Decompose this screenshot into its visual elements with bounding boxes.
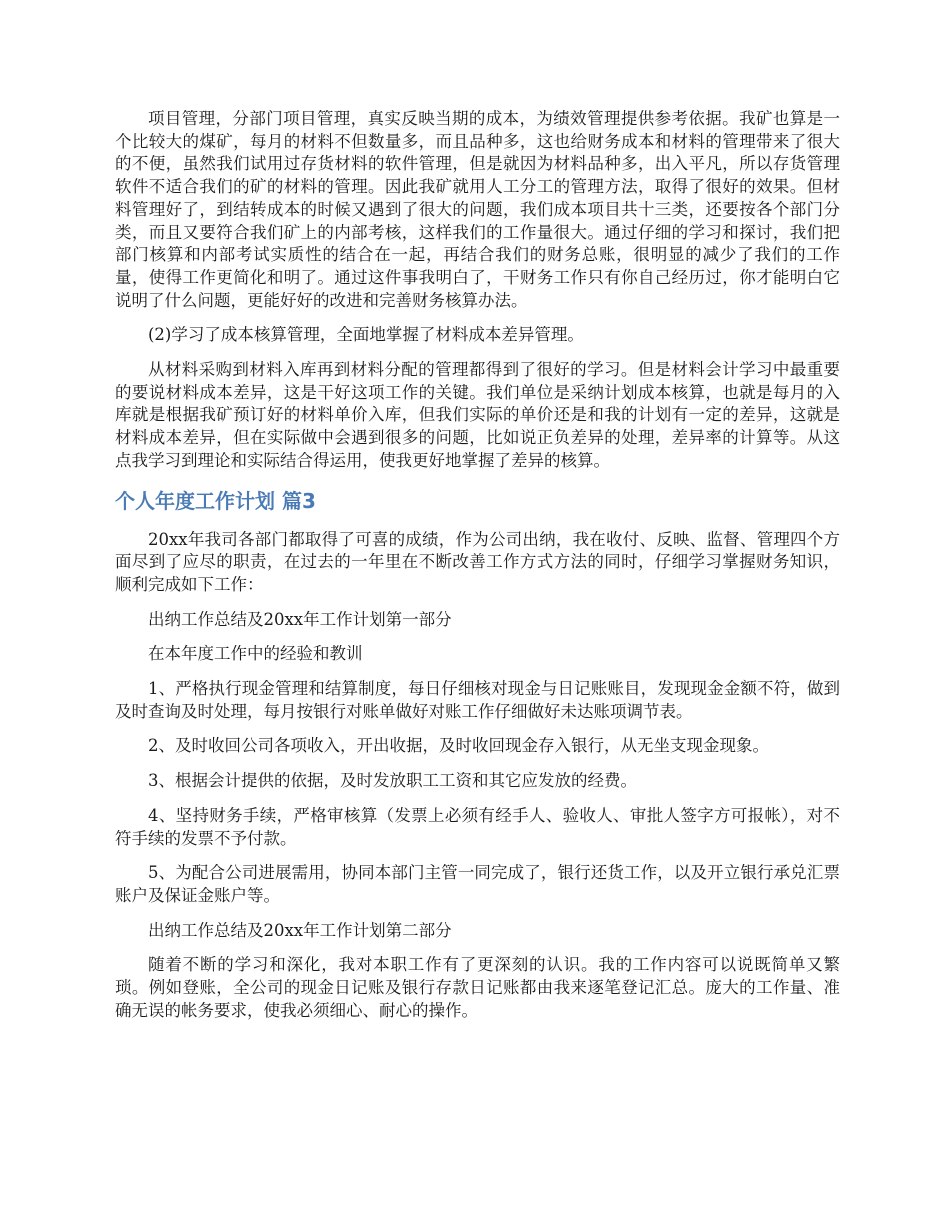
list-item-4: 4、坚持财务手续，严格审核算（发票上必须有经手人、验收人、审批人签字方可报帐），对不符手续的发票不予付款。: [115, 805, 840, 848]
list-item-3: 3、根据会计提供的依据，及时发放职工工资和其它应发放的经费。: [148, 771, 637, 791]
paragraph-cashier-intro: 20xx年我司各部门都取得了可喜的成绩，作为公司出纳，我在收付、反映、监督、管理四个方面尽到了应尽的职责，在过去的一年里在不断改善工作方式方法的同时，仔细学习掌握财务知识，顺利完成如下工作：: [115, 529, 840, 594]
paragraph-part-two-title: 出纳工作总结及20xx年工作计划第二部分: [148, 920, 452, 940]
list-item-1: 1、严格执行现金管理和结算制度，每日仔细核对现金与日记账账目，发现现金金额不符，做到及时查询及时处理，每月按银行对账单做好对账工作仔细做好未达账项调节表。: [115, 679, 840, 721]
paragraph-cost-accounting-point: (2)学习了成本核算管理，全面地掌握了材料成本差异管理。: [148, 325, 584, 345]
document-page: [115, 108, 840, 1023]
list-item-5: 5、为配合公司进展需用，协同本部门主管一同完成了，银行还货工作，以及开立银行承兑汇票账户及保证金账户等。: [115, 863, 840, 905]
paragraph-material-cost-variance: 从材料采购到材料入库再到材料分配的管理都得到了很好的学习。但是材料会计学习中最重要的要说材料成本差异，这是干好这项工作的关键。我们单位是采纳计划成本核算，也就是每月的入库就是根据我矿预订好的材料单价入库，但我们实际的单价还是和我的计划有一定的差异，这就是材料成本差异，但在实际做中会遇到很多的问题，比如说正负差异的处理，差异率的计算等。从这点我学习到理论和实际结合得运用，使我更好地掌握了差异的核算。: [115, 360, 840, 470]
paragraph-experience-lessons: 在本年度工作中的经验和教训: [148, 644, 363, 664]
paragraph-project-management: 项目管理，分部门项目管理，真实反映当期的成本，为绩效管理提供参考依据。我矿也算是一个比较大的煤矿，每月的材料不但数量多，而且品种多，这也给财务成本和材料的管理带来了很大的不便，虽然我们试用过存货材料的软件管理，但是就因为材料品种多，出入平凡，所以存货管理软件不适合我们的矿的材料的管理。因此我矿就用人工分工的管理方法，取得了很好的效果。但材料管理好了，到结转成本的时候又遇到了很大的问题，我们成本项目共十三类，还要按各个部门分类，而且又要符合我们矿上的内部考核，这样我们的工作量很大。通过仔细的学习和探讨，我们把部门核算和内部考试实质性的结合在一起，再结合我们的财务总账，很明显的减少了我们的工作量，使得工作更简化和明了。通过这件事我明白了，干财务工作只有你自己经历过，你才能明白它说明了什么问题，更能好好的改进和完善财务核算办法。: [115, 109, 840, 310]
section-heading: 个人年度工作计划 篇3: [115, 488, 316, 513]
paragraph-deepening-understanding: 随着不断的学习和深化，我对本职工作有了更深刻的认识。我的工作内容可以说既简单又繁琐。例如登账，全公司的现金日记账及银行存款日记账都由我来逐笔登记汇总。庞大的工作量、准确无误的帐务要求，使我必须细心、耐心的操作。: [115, 955, 840, 1020]
paragraph-part-one-title: 出纳工作总结及20xx年工作计划第一部分: [148, 609, 452, 629]
list-item-2: 2、及时收回公司各项收入，开出收据，及时收回现金存入银行，从无坐支现金现象。: [148, 736, 769, 756]
